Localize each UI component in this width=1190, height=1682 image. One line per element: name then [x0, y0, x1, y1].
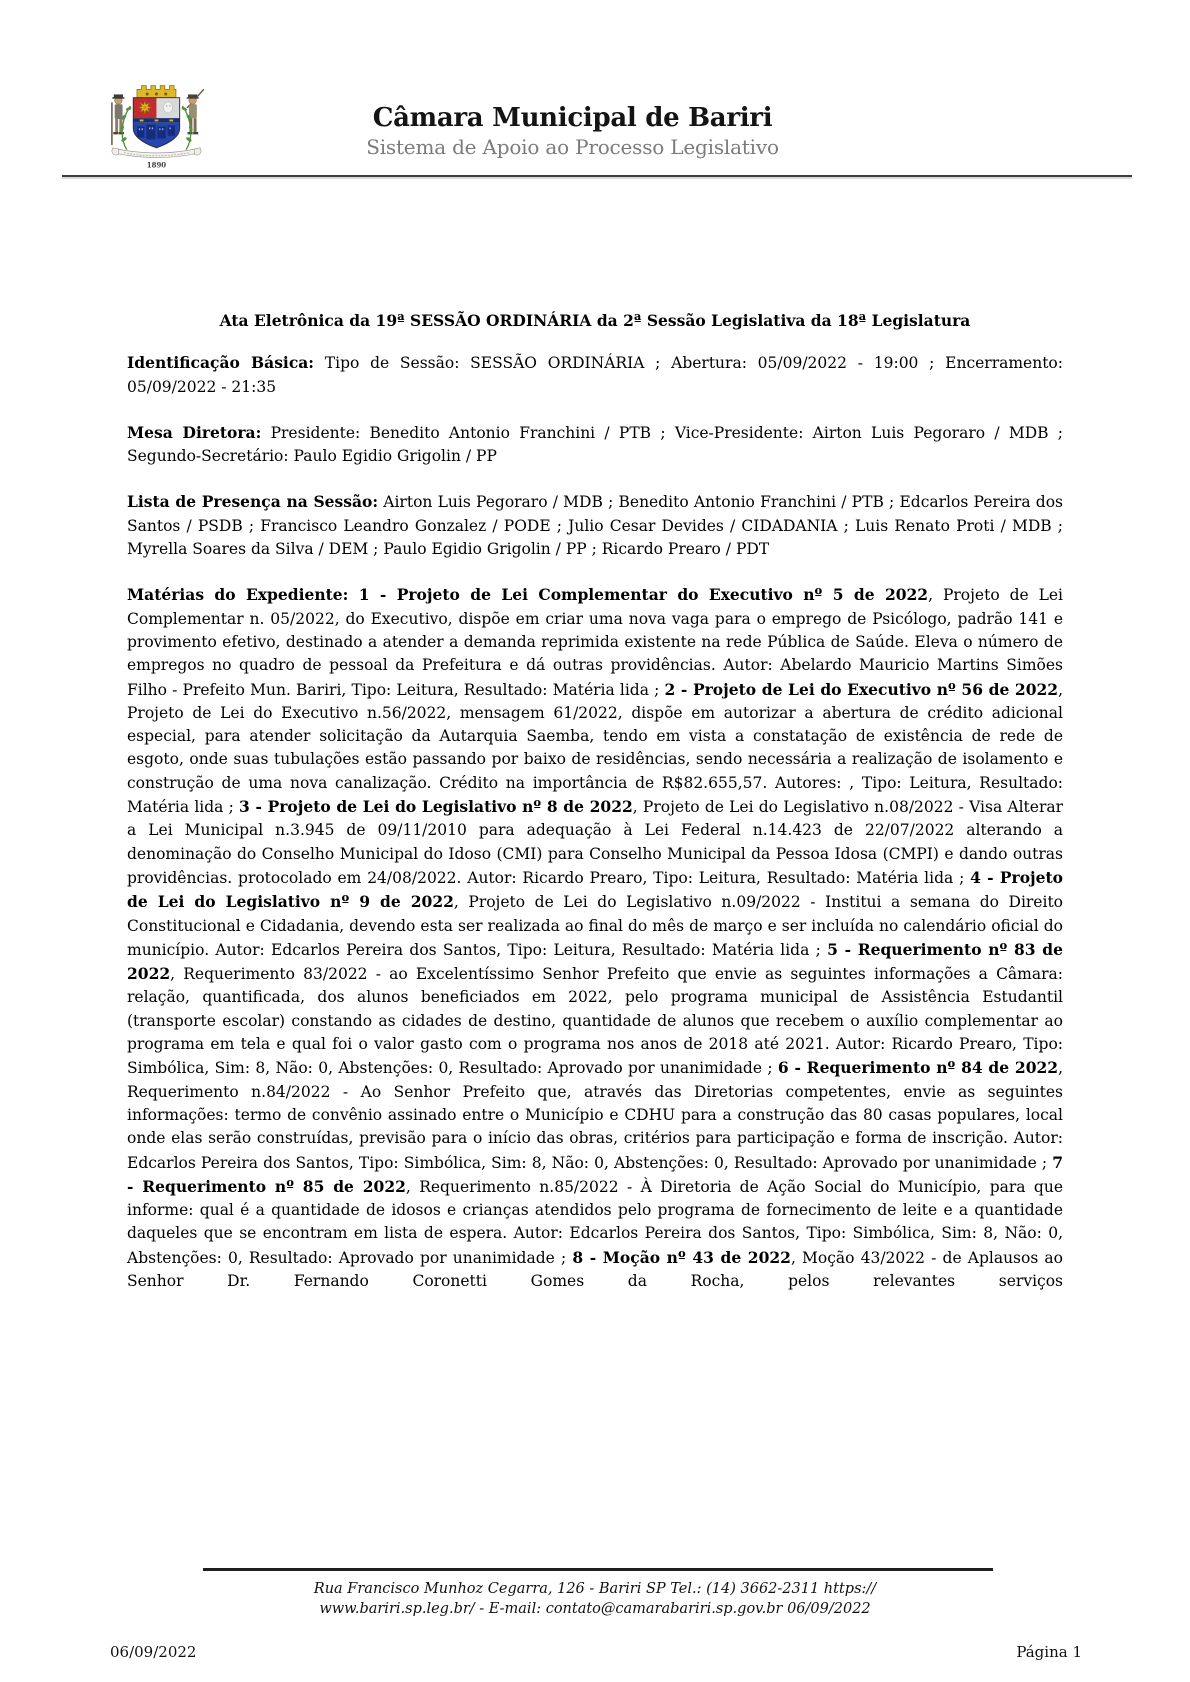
text-segment: , Projeto de Lei Complementar n. 05/2022, do Executivo, dispõe em criar uma nova vaga para o emprego de Psicólogo, padrão 141 e provimento efetivo, destinado a atender a demanda reprimida existente na rede Pública de Saúde. Eleva o número de empregos no quadro de pessoal da Prefeitura e dá outras providências. Autor: Abelardo Mauricio Martins Simões Filho - Prefeito Mun. Bariri, Tipo: Leitura, Resultado: Matéria lida ;	[127, 586, 1064, 699]
document-body	[127, 309, 1063, 1315]
footer-address-line1: Rua Francisco Munhoz Cegarra, 126 - Bariri SP Tel.: (14) 3662-2311 https://	[313, 1581, 877, 1597]
text-segment: 8 - Moção nº 43 de 2022	[572, 1247, 791, 1267]
text-segment: Identificação Básica:	[127, 353, 315, 373]
paragraph-mesa-diretora	[127, 421, 1063, 469]
text-segment: Matérias do Expediente: 1 - Projeto de Lei Complementar do Executivo nº 5 de 2022	[127, 585, 929, 605]
generation-date: 06/09/2022	[110, 1643, 197, 1661]
text-segment: 4 - Projeto de Lei do Legislativo nº 9 de 2022	[127, 867, 1064, 912]
footer-address-line2: www.bariri.sp.leg.br/ - E-mail: contato@camarabariri.sp.gov.br 06/09/2022	[319, 1601, 871, 1617]
text-segment: Tipo de Sessão: SESSÃO ORDINÁRIA ; Abertura: 05/09/2022 - 19:00 ; Encerramento: 05/09/2022 - 21:35	[127, 354, 1063, 396]
text-segment: 2 - Projeto de Lei do Executivo nº 56 de 2022	[664, 679, 1059, 699]
text-segment: , Projeto de Lei do Legislativo n.08/2022 - Visa Alterar a Lei Municipal n.3.945 de 09/11/2010 para adequação à Lei Federal n.14.423 de 22/07/2022 alterando a denominação do Conselho Municipal do Idoso (CMI) para Conselho Municipal da Pessoa Idosa (CMPI) e dando outras providências. protocolado em 24/08/2022. Autor: Ricardo Prearo, Tipo: Leitura, Resultado: Matéria lida ;	[127, 798, 1064, 887]
text-segment: 7 - Requerimento nº 85 de 2022	[127, 1152, 1063, 1196]
paragraph-identificacao-basica	[127, 351, 1063, 399]
mural-crown	[137, 86, 176, 98]
text-segment: , Projeto de Lei do Executivo n.56/2022, mensagem 61/2022, dispõe em autorizar a abertura de crédito adicional especial, para atender solicitação da Autarquia Saemba, tendo em vista a constatação de existência de rede de esgoto, onde suas tubulações estão passando por baixo de residências, sendo necessária a realização de isolamento e construção de uma nova canalização. Crédito na importância de R$82.655,57. Autores: , Tipo: Leitura, Resultado: Matéria lida ;	[127, 680, 1064, 817]
text-segment: , Requerimento 83/2022 - ao Excelentíssimo Senhor Prefeito que envie as seguintes informações a Câmara: relação, quantificada, dos alunos beneficiados em 2022, pelo programa municipal de Assistência Estudantil (transporte escolar) constando as cidades de destino, quantidade de alunos que recebem o auxílio complementar ao programa em tela e qual foi o valor gasto com o programa nos anos de 2018 até 2021. Autor: Ricardo Prearo, Tipo: Simbólica, Sim: 8, Não: 0, Abstenções: 0, Resultado: Aprovado por unanimidade ;	[127, 965, 1063, 1078]
text-segment: 3 - Projeto de Lei do Legislativo nº 8 de 2022	[239, 797, 633, 817]
paragraph-materias-expediente	[127, 583, 1063, 1293]
shield	[133, 98, 179, 148]
text-segment: Mesa Diretora:	[127, 422, 262, 442]
text-segment: Airton Luis Pegoraro / MDB ; Benedito Antonio Franchini / PTB ; Edcarlos Pereira dos Santos / PSDB ; Francisco Leandro Gonzalez / PODE ; Julio Cesar Devides / CIDADANIA ; Luis Renato Proti / MDB ; Myrella Soares da Silva / DEM ; Paulo Egidio Grigolin / PP ; Ricardo Prearo / PDT	[127, 493, 1063, 559]
header-text-block	[215, 103, 930, 159]
paragraph-lista-presenca	[127, 490, 1063, 561]
text-segment: Presidente: Benedito Antonio Franchini / PTB ; Vice-Presidente: Airton Luis Pegoraro / MDB ; Segundo-Secretário: Paulo Egidio Grigolin / PP	[127, 423, 1064, 466]
footer-address	[127, 1579, 1063, 1619]
organization-name: Câmara Municipal de Bariri	[372, 103, 773, 133]
text-segment: 5 - Requerimento nº 83 de 2022	[127, 939, 1063, 984]
text-segment: , Projeto de Lei do Legislativo n.09/2022 - Institui a semana do Direito Constitucional e Cidadania, devendo esta ser realizada ao final do mês de março e ser incluída no calendário oficial do município. Autor: Edcarlos Pereira dos Santos, Tipo: Leitura, Resultado: Matéria lida ;	[127, 893, 1064, 959]
page-bottom-row	[110, 1643, 1082, 1661]
bariri-coat-of-arms-icon	[98, 79, 214, 173]
document-title: Ata Eletrônica da 19ª SESSÃO ORDINÁRIA da 2ª Sessão Legislativa da 18ª Legislatura	[219, 311, 971, 330]
text-segment: , Requerimento n.84/2022 - Ao Senhor Prefeito que, através das Diretorias competentes, envie as seguintes informações: termo de convênio assinado entre o Município e CDHU para a construção das 80 casas populares, local onde elas serão construídas, previsão para o início das obras, critérios para participação e forma de inscrição. Autor: Edcarlos Pereira dos Santos, Tipo: Simbólica, Sim: 8, Não: 0, Abstenções: 0, Resultado: Aprovado por unanimidade ;	[127, 1059, 1063, 1172]
footer-rule	[203, 1568, 993, 1571]
text-segment: , Moção 43/2022 - de Aplausos ao Senhor Dr. Fernando Coronetti Gomes da Rocha, pelos relevantes serviços	[127, 1248, 1064, 1290]
page-number-label: Página 1	[1016, 1643, 1082, 1661]
text-segment: 6 - Requerimento nº 84 de 2022	[777, 1058, 1059, 1078]
text-segment: , Requerimento n.85/2022 - À Diretoria de Ação Social do Município, para que informe: qual é a quantidade de idosos e crianças atendidos pelo programa de fornecimento de leite e a quantidade daqueles que se encontram em lista de espera. Autor: Edcarlos Pereira dos Santos, Tipo: Simbólica, Sim: 8, Não: 0, Abstenções: 0, Resultado: Aprovado por unanimidade ;	[127, 1177, 1063, 1267]
logo-year-label: 1890	[146, 160, 167, 170]
header-rule	[62, 175, 1132, 177]
document-paragraphs	[127, 351, 1063, 1293]
motto-scroll	[112, 148, 201, 158]
system-name: Sistema de Apoio ao Processo Legislativo	[366, 135, 779, 159]
text-segment: Lista de Presença na Sessão:	[127, 492, 379, 512]
